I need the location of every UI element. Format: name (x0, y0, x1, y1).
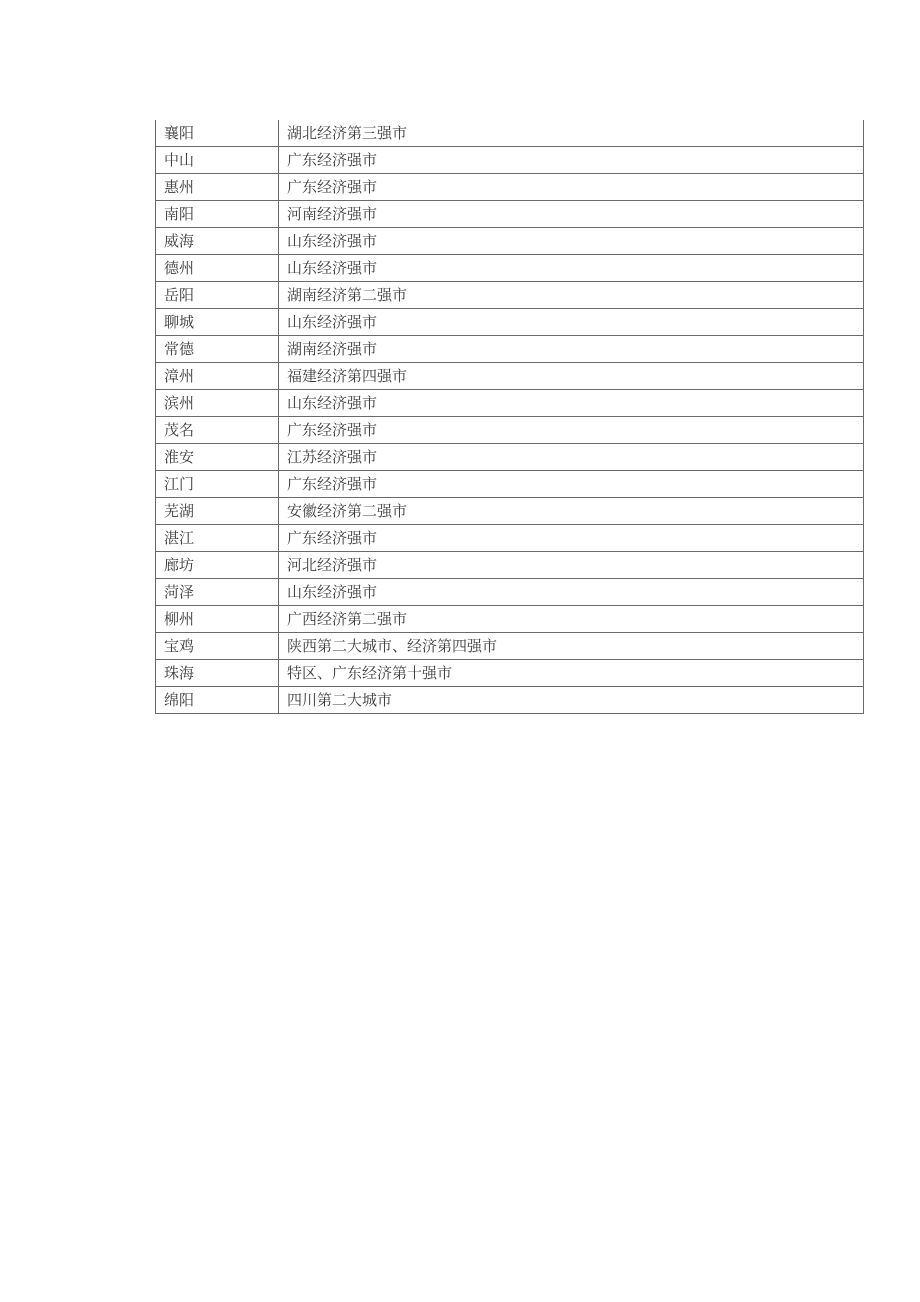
city-name-cell: 威海 (156, 228, 279, 255)
table-row (156, 120, 864, 147)
city-description-cell: 陕西第二大城市、经济第四强市 (279, 633, 864, 660)
city-name-cell: 茂名 (156, 417, 279, 444)
table-row (156, 282, 864, 309)
city-name-cell: 中山 (156, 147, 279, 174)
table-row (156, 660, 864, 687)
city-description-cell: 山东经济强市 (279, 390, 864, 417)
city-name-cell: 菏泽 (156, 579, 279, 606)
city-description-cell: 广东经济强市 (279, 417, 864, 444)
table-row (156, 201, 864, 228)
city-description-cell: 广东经济强市 (279, 471, 864, 498)
city-name-cell: 惠州 (156, 174, 279, 201)
city-description-cell: 江苏经济强市 (279, 444, 864, 471)
table-row (156, 336, 864, 363)
table-row (156, 444, 864, 471)
table-row (156, 390, 864, 417)
city-description-cell: 特区、广东经济第十强市 (279, 660, 864, 687)
table-row (156, 471, 864, 498)
city-description-cell: 湖南经济强市 (279, 336, 864, 363)
table-row (156, 363, 864, 390)
city-name-cell: 常德 (156, 336, 279, 363)
table-row (156, 498, 864, 525)
city-name-cell: 岳阳 (156, 282, 279, 309)
table-row (156, 147, 864, 174)
city-name-cell: 柳州 (156, 606, 279, 633)
city-name-cell: 湛江 (156, 525, 279, 552)
city-description-cell: 山东经济强市 (279, 309, 864, 336)
city-description-cell: 福建经济第四强市 (279, 363, 864, 390)
table-row (156, 606, 864, 633)
city-table (155, 120, 864, 714)
city-name-cell: 德州 (156, 255, 279, 282)
city-description-cell: 山东经济强市 (279, 228, 864, 255)
city-name-cell: 宝鸡 (156, 633, 279, 660)
city-name-cell: 聊城 (156, 309, 279, 336)
table-row (156, 417, 864, 444)
city-name-cell: 绵阳 (156, 687, 279, 714)
table-row (156, 228, 864, 255)
city-name-cell: 漳州 (156, 363, 279, 390)
city-table-body (156, 120, 864, 714)
table-row (156, 255, 864, 282)
city-name-cell: 南阳 (156, 201, 279, 228)
table-row (156, 579, 864, 606)
city-name-cell: 淮安 (156, 444, 279, 471)
city-name-cell: 廊坊 (156, 552, 279, 579)
city-description-cell: 山东经济强市 (279, 579, 864, 606)
city-description-cell: 广东经济强市 (279, 174, 864, 201)
city-description-cell: 湖北经济第三强市 (279, 120, 864, 147)
city-name-cell: 滨州 (156, 390, 279, 417)
city-description-cell: 河南经济强市 (279, 201, 864, 228)
table-row (156, 633, 864, 660)
city-description-cell: 安徽经济第二强市 (279, 498, 864, 525)
city-description-cell: 山东经济强市 (279, 255, 864, 282)
table-row (156, 309, 864, 336)
table-row (156, 174, 864, 201)
city-description-cell: 广东经济强市 (279, 525, 864, 552)
city-name-cell: 江门 (156, 471, 279, 498)
city-name-cell: 芜湖 (156, 498, 279, 525)
city-description-cell: 广西经济第二强市 (279, 606, 864, 633)
city-description-cell: 广东经济强市 (279, 147, 864, 174)
city-name-cell: 珠海 (156, 660, 279, 687)
table-row (156, 552, 864, 579)
table-row (156, 687, 864, 714)
city-description-cell: 湖南经济第二强市 (279, 282, 864, 309)
city-description-cell: 河北经济强市 (279, 552, 864, 579)
city-description-cell: 四川第二大城市 (279, 687, 864, 714)
city-name-cell: 襄阳 (156, 120, 279, 147)
table-row (156, 525, 864, 552)
